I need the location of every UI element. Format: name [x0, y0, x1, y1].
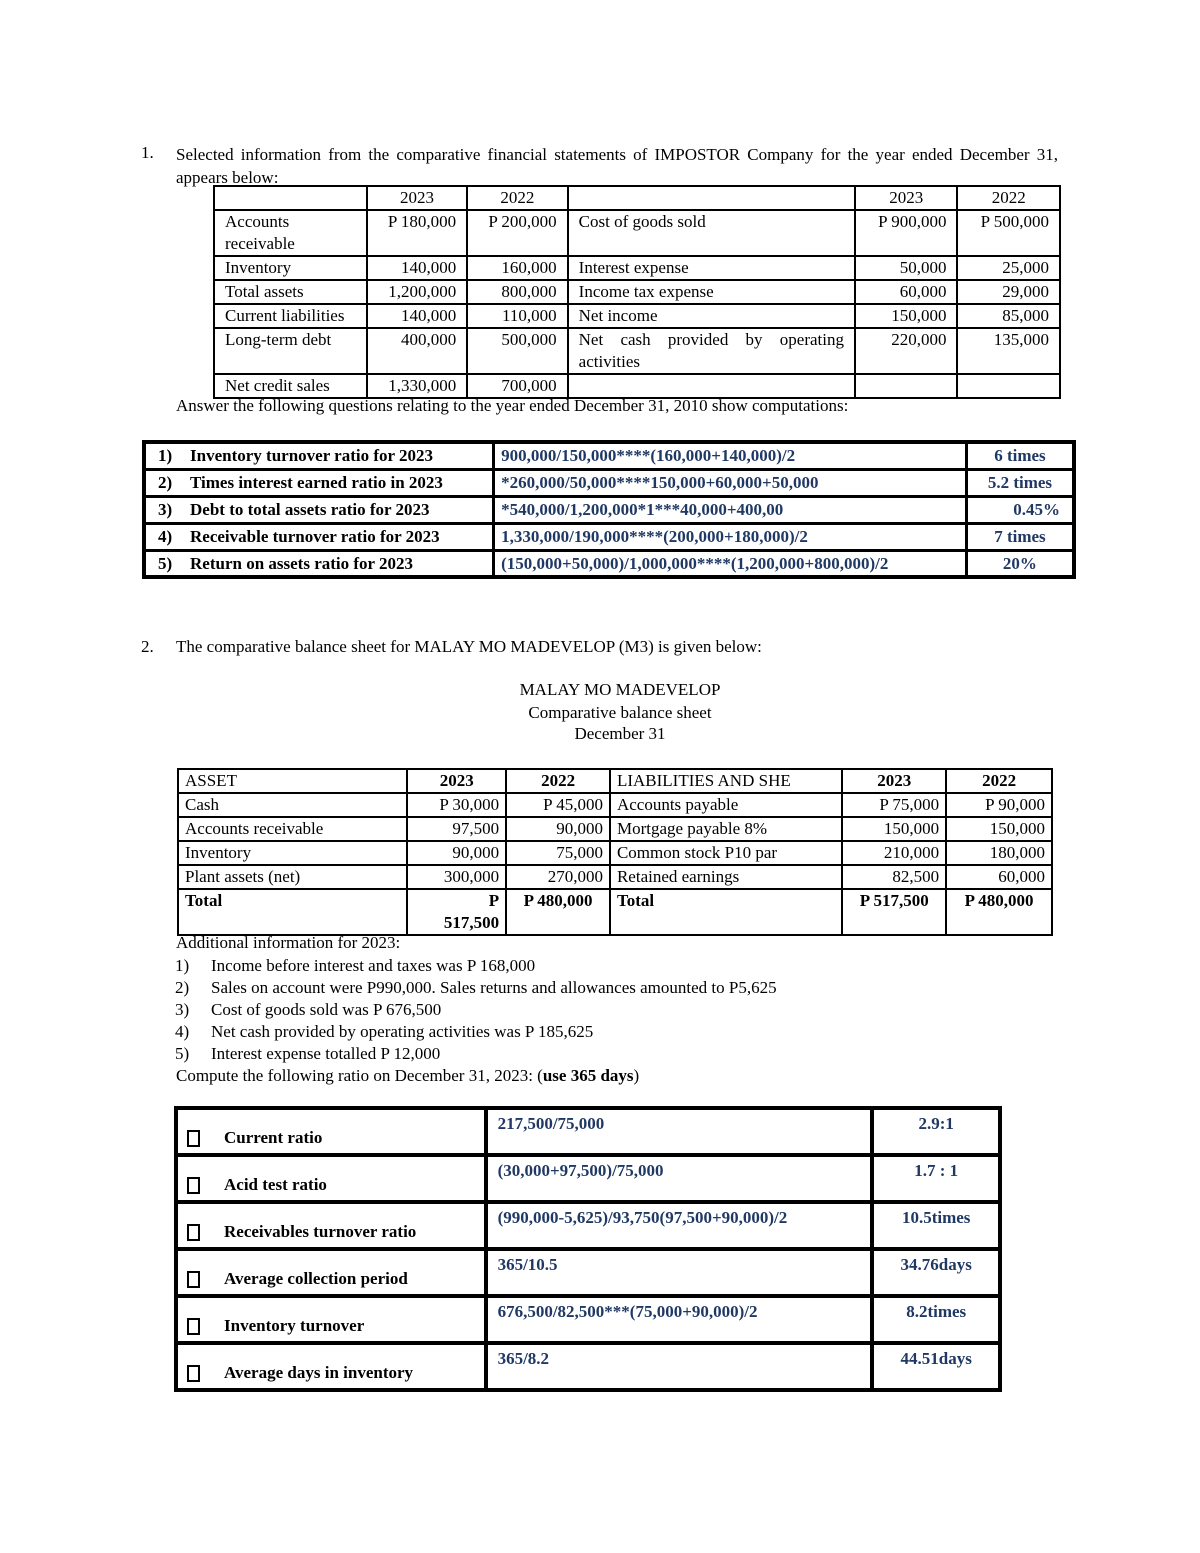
- table-cell: Cash: [178, 793, 407, 817]
- table-cell: Current liabilities: [214, 304, 367, 328]
- table-cell: 110,000: [467, 304, 567, 328]
- answer-label-cell: [176, 1296, 486, 1343]
- table-cell: P 200,000: [467, 210, 567, 256]
- answer-result: 1.7 : 1: [872, 1155, 1000, 1202]
- answer-label: Receivables turnover ratio: [224, 1222, 417, 1241]
- table-cell: Net credit sales: [214, 374, 367, 398]
- list-item-number: 5): [175, 1044, 190, 1063]
- table-cell: P 500,000: [957, 210, 1060, 256]
- statement-date: December 31: [574, 724, 666, 743]
- additional-info-title: Additional information for 2023:: [176, 933, 401, 952]
- table-cell: Total assets: [214, 280, 367, 304]
- list-item: [175, 977, 777, 999]
- compute-instruction: [176, 1066, 639, 1086]
- table-cell: 50,000: [855, 256, 957, 280]
- table-cell: 500,000: [467, 328, 567, 374]
- answer-row: [176, 1249, 1000, 1296]
- table-cell: P 90,000: [946, 793, 1052, 817]
- answer-question-text: Debt to total assets ratio for 2023: [190, 500, 430, 519]
- question-1-instruction: Answer the following questions relating to the year ended December 31, 2010 show computations:: [176, 396, 849, 415]
- table-cell: Income tax expense: [568, 280, 855, 304]
- question-2-answer-table: [174, 1106, 1002, 1392]
- year-header: 2023: [407, 769, 506, 793]
- checkbox-icon: [187, 1130, 200, 1147]
- list-item-text: Net cash provided by operating activities was P 185,625: [211, 1022, 594, 1041]
- answer-result: 6 times: [966, 442, 1074, 469]
- answer-computation: 900,000/150,000****(160,000+140,000)/2: [494, 442, 967, 469]
- list-item-text: Sales on account were P990,000. Sales returns and allowances amounted to P5,625: [211, 978, 777, 997]
- table-cell: ASSET: [178, 769, 407, 793]
- answer-computation: 676,500/82,500***(75,000+90,000)/2: [486, 1296, 873, 1343]
- answer-question: [144, 523, 494, 550]
- table-cell: 800,000: [467, 280, 567, 304]
- table-cell: 75,000: [506, 841, 610, 865]
- answer-number: 2): [158, 473, 173, 492]
- question-2-text: The comparative balance sheet for MALAY MO MADEVELOP (M3) is given below:: [176, 637, 762, 656]
- table-row: [214, 328, 1060, 374]
- answer-row: [176, 1202, 1000, 1249]
- answer-computation: 1,330,000/190,000****(200,000+180,000)/2: [494, 523, 967, 550]
- list-item-number: 4): [175, 1022, 190, 1041]
- table-cell: Inventory: [178, 841, 407, 865]
- checkbox-icon: [187, 1224, 200, 1241]
- answer-label-cell: [176, 1155, 486, 1202]
- table-cell: 60,000: [946, 865, 1052, 889]
- year-header: 2023: [855, 186, 957, 210]
- answer-result: 20%: [966, 550, 1074, 577]
- answer-label: Inventory turnover: [224, 1316, 365, 1335]
- answer-result: 2.9:1: [872, 1108, 1000, 1155]
- compute-text: Compute the following ratio on December 31, 2023: (: [176, 1066, 543, 1085]
- answer-number: 1): [158, 446, 173, 466]
- table-cell: Common stock P10 par: [610, 841, 842, 865]
- answer-computation: 365/10.5: [486, 1249, 873, 1296]
- answer-row: [144, 469, 1074, 496]
- table-cell: P 30,000: [407, 793, 506, 817]
- table-cell: [568, 374, 855, 398]
- list-item-number: 2): [175, 978, 190, 997]
- answer-label-cell: [176, 1249, 486, 1296]
- table-cell: 60,000: [855, 280, 957, 304]
- table-row: [214, 374, 1060, 398]
- table-cell: 150,000: [946, 817, 1052, 841]
- company-name: MALAY MO MADEVELOP: [519, 680, 721, 699]
- answer-question: [144, 550, 494, 577]
- table-cell: 210,000: [842, 841, 946, 865]
- total-value: P 517,500: [407, 889, 506, 935]
- total-label: Total: [178, 889, 407, 935]
- table-cell: Inventory: [214, 256, 367, 280]
- answer-result: 5.2 times: [966, 469, 1074, 496]
- list-item-text: Cost of goods sold was P 676,500: [211, 1000, 442, 1019]
- answer-label: Average days in inventory: [224, 1363, 414, 1382]
- table-cell: 300,000: [407, 865, 506, 889]
- answer-label: Average collection period: [224, 1269, 408, 1288]
- table-cell: Long-term debt: [214, 328, 367, 374]
- answer-question-text: Return on assets ratio for 2023: [190, 553, 414, 573]
- answer-question: [144, 469, 494, 496]
- table-cell: 160,000: [467, 256, 567, 280]
- answer-label: Acid test ratio: [224, 1175, 327, 1194]
- answer-result: 8.2times: [872, 1296, 1000, 1343]
- answer-number: 4): [158, 527, 173, 546]
- table-cell: Accounts payable: [610, 793, 842, 817]
- year-header: 2023: [842, 769, 946, 793]
- table-cell: Accounts receivable: [214, 210, 367, 256]
- answer-label-cell: [176, 1343, 486, 1390]
- table-cell: 1,200,000: [367, 280, 467, 304]
- question-1-answer-table: [142, 440, 1076, 579]
- table-cell: 135,000: [957, 328, 1060, 374]
- list-item-number: 1): [175, 956, 190, 975]
- answer-computation: 217,500/75,000: [486, 1108, 873, 1155]
- table-cell: Cost of goods sold: [568, 210, 855, 256]
- list-item: [175, 1021, 777, 1043]
- checkbox-icon: [187, 1271, 200, 1288]
- balance-sheet-table: [177, 768, 1053, 936]
- list-item: [175, 1043, 777, 1065]
- table-row: [214, 210, 1060, 256]
- table-cell: 140,000: [367, 304, 467, 328]
- checkbox-icon: [187, 1365, 200, 1382]
- table-cell: Mortgage payable 8%: [610, 817, 842, 841]
- table-cell: Plant assets (net): [178, 865, 407, 889]
- answer-question: [144, 442, 494, 469]
- table-row: [214, 304, 1060, 328]
- year-header: 2022: [506, 769, 610, 793]
- total-value: P 480,000: [946, 889, 1052, 935]
- table-row: [214, 256, 1060, 280]
- table-cell: [214, 186, 367, 210]
- answer-number: 5): [158, 553, 173, 573]
- total-value: P 517,500: [842, 889, 946, 935]
- table-cell: P 900,000: [855, 210, 957, 256]
- table-cell: Net income: [568, 304, 855, 328]
- table-cell: 25,000: [957, 256, 1060, 280]
- table-cell: Retained earnings: [610, 865, 842, 889]
- answer-result: 10.5times: [872, 1202, 1000, 1249]
- answer-label: Current ratio: [224, 1128, 323, 1147]
- answer-row: [176, 1155, 1000, 1202]
- impostor-financial-table: [213, 185, 1061, 399]
- table-cell: 150,000: [855, 304, 957, 328]
- total-row: [178, 889, 1052, 935]
- answer-computation: *540,000/1,200,000*1***40,000+400,00: [494, 496, 967, 523]
- answer-result: 34.76days: [872, 1249, 1000, 1296]
- answer-row: [144, 442, 1074, 469]
- table-cell: 97,500: [407, 817, 506, 841]
- table-cell: P 45,000: [506, 793, 610, 817]
- answer-result: 7 times: [966, 523, 1074, 550]
- table-cell: [568, 186, 855, 210]
- answer-computation: *260,000/50,000****150,000+60,000+50,000: [494, 469, 967, 496]
- table-cell: 700,000: [467, 374, 567, 398]
- table-cell: 180,000: [946, 841, 1052, 865]
- list-item-text: Income before interest and taxes was P 168,000: [211, 956, 536, 975]
- year-header: 2022: [467, 186, 567, 210]
- answer-row: [144, 523, 1074, 550]
- table-cell: 150,000: [842, 817, 946, 841]
- compute-end: ): [633, 1066, 640, 1085]
- table-cell: 90,000: [506, 817, 610, 841]
- year-header: 2023: [367, 186, 467, 210]
- question-1-number: 1.: [141, 143, 154, 162]
- answer-question: [144, 496, 494, 523]
- answer-computation: (150,000+50,000)/1,000,000****(1,200,000+800,000)/2: [494, 550, 967, 577]
- list-item-number: 3): [175, 1000, 190, 1019]
- answer-question-text: Inventory turnover ratio for 2023: [190, 446, 434, 466]
- checkbox-icon: [187, 1177, 200, 1194]
- list-item-text: Interest expense totalled P 12,000: [211, 1044, 441, 1063]
- total-value: P 480,000: [506, 889, 610, 935]
- answer-result: 0.45%: [966, 496, 1074, 523]
- question-1-text: Selected information from the comparative financial statements of IMPOSTOR Company for the year ended December 31, appears below:: [176, 145, 1058, 187]
- answer-result: 44.51days: [872, 1343, 1000, 1390]
- table-cell: P 180,000: [367, 210, 467, 256]
- answer-computation: 365/8.2: [486, 1343, 873, 1390]
- table-cell: 29,000: [957, 280, 1060, 304]
- table-row: [178, 865, 1052, 889]
- table-row: [178, 793, 1052, 817]
- answer-row: [144, 550, 1074, 577]
- table-header-row: [178, 769, 1052, 793]
- table-cell: Net cash provided by operating activities: [568, 328, 855, 374]
- answer-computation: (990,000-5,625)/93,750(97,500+90,000)/2: [486, 1202, 873, 1249]
- answer-label-cell: [176, 1202, 486, 1249]
- table-row: [178, 817, 1052, 841]
- table-cell: [957, 374, 1060, 398]
- answer-label-cell: [176, 1108, 486, 1155]
- compute-bold: use 365 days: [542, 1066, 634, 1085]
- answer-row: [176, 1343, 1000, 1390]
- table-cell: [855, 374, 957, 398]
- table-cell: 270,000: [506, 865, 610, 889]
- answer-row: [176, 1108, 1000, 1155]
- question-2-number: 2.: [141, 637, 154, 656]
- answer-question-text: Receivable turnover ratio for 2023: [190, 527, 440, 546]
- table-cell: Interest expense: [568, 256, 855, 280]
- answer-question-text: Times interest earned ratio in 2023: [190, 473, 443, 492]
- table-cell: 220,000: [855, 328, 957, 374]
- checkbox-icon: [187, 1318, 200, 1335]
- answer-row: [144, 496, 1074, 523]
- year-header: 2022: [957, 186, 1060, 210]
- statement-title: Comparative balance sheet: [528, 703, 712, 722]
- answer-number: 3): [158, 500, 173, 519]
- table-cell: 82,500: [842, 865, 946, 889]
- table-cell: 1,330,000: [367, 374, 467, 398]
- list-item: [175, 955, 777, 977]
- table-cell: 85,000: [957, 304, 1060, 328]
- table-cell: P 75,000: [842, 793, 946, 817]
- table-cell: 90,000: [407, 841, 506, 865]
- additional-info-list: [175, 955, 777, 1065]
- table-row: [178, 841, 1052, 865]
- answer-computation: (30,000+97,500)/75,000: [486, 1155, 873, 1202]
- year-header: 2022: [946, 769, 1052, 793]
- table-header-row: [214, 186, 1060, 210]
- table-row: [214, 280, 1060, 304]
- answer-row: [176, 1296, 1000, 1343]
- total-label: Total: [610, 889, 842, 935]
- table-cell: Accounts receivable: [178, 817, 407, 841]
- table-cell: 140,000: [367, 256, 467, 280]
- table-cell: LIABILITIES AND SHE: [610, 769, 842, 793]
- table-cell: 400,000: [367, 328, 467, 374]
- list-item: [175, 999, 777, 1021]
